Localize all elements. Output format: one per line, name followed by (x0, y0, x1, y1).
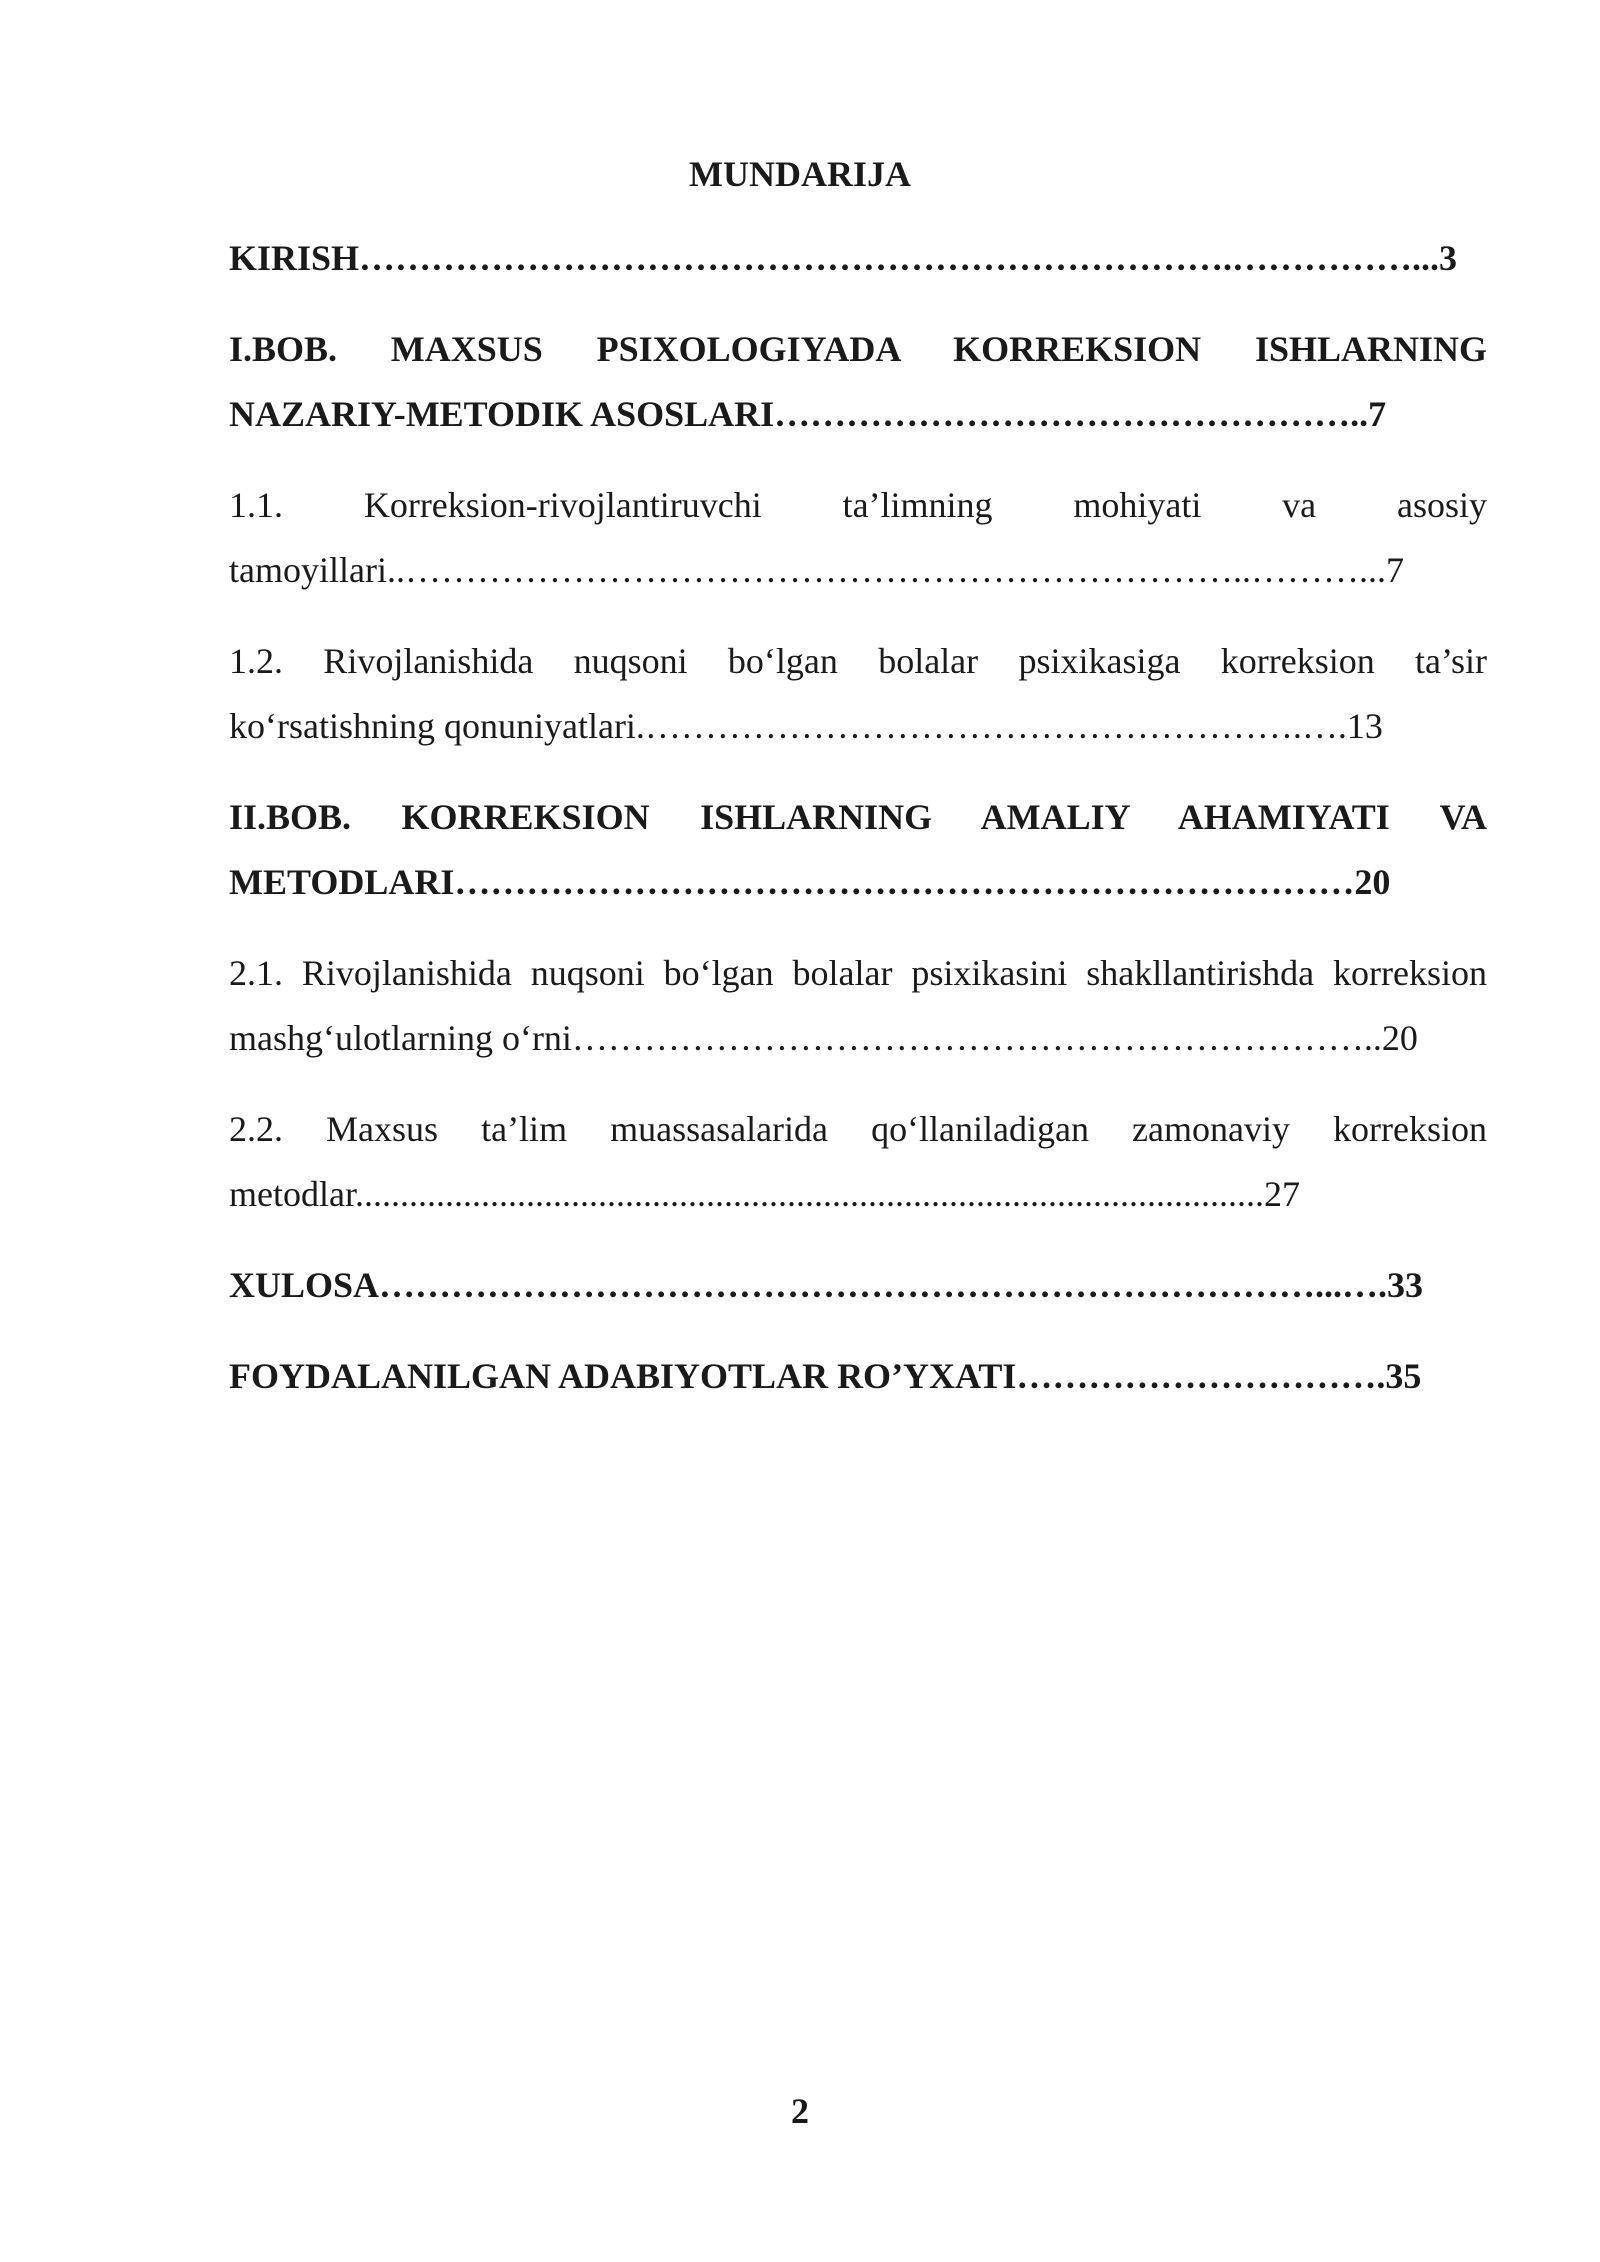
toc-entry-section-2-2 (229, 1097, 1487, 1227)
toc-title: MUNDARIJA (689, 154, 911, 194)
toc-entry-line: NAZARIY-METODIK ASOSLARI…………………………………………..7 (229, 394, 1387, 434)
toc-entry-section-2-1 (229, 941, 1487, 1071)
toc-entry-text: FOYDALANILGAN ADABIYOTLAR RO’YXATI………………………….35 (229, 1356, 1422, 1396)
toc-entry-introduction (229, 226, 1487, 291)
toc-entry-references (229, 1344, 1487, 1409)
toc-entry-line: 2.1. Rivojlanishida nuqsoni bo‘lgan bolalar psixikasini shakllantirishda korreksion (229, 953, 1487, 993)
toc-entry-line: METODLARI…………………………………………………………………20 (229, 862, 1391, 902)
toc-entry-line: ko‘rsatishning qonuniyatlari.……………………………………………….….13 (229, 706, 1383, 746)
page-number: 2 (791, 2091, 809, 2131)
toc-entry-line: metodlar.....................................................................................................27 (229, 1174, 1300, 1214)
toc-entry-line: tamoyillari..……………………………………………………………..………...7 (229, 550, 1404, 590)
toc-entry-chapter-2 (229, 785, 1487, 915)
toc-entry-line: mashg‘ulotlarning o‘rni…………………………………………………………..20 (229, 1018, 1418, 1058)
toc-entry-line: 1.2. Rivojlanishida nuqsoni bo‘lgan bolalar psixikasiga korreksion ta’sir (229, 641, 1487, 681)
toc-entry-text: XULOSA……………………………………………………………………...….33 (229, 1265, 1424, 1305)
toc-entry-line: II.BOB. KORREKSION ISHLARNING AMALIY AHAMIYATI VA (229, 797, 1487, 837)
toc-entry-line: I.BOB. MAXSUS PSIXOLOGIYADA KORREKSION ISHLARNING (229, 329, 1487, 369)
toc-entry-line: 1.1. Korreksion-rivojlantiruvchi ta’limning mohiyati va asosiy (229, 485, 1487, 525)
table-of-contents (229, 226, 1487, 1435)
toc-entry-text: KIRISH……………………………………………………………….……………...3 (229, 238, 1458, 278)
toc-entry-section-1-2 (229, 629, 1487, 759)
toc-entry-section-1-1 (229, 473, 1487, 603)
toc-entry-conclusion (229, 1253, 1487, 1318)
toc-entry-line: 2.2. Maxsus ta’lim muassasalarida qo‘llaniladigan zamonaviy korreksion (229, 1109, 1487, 1149)
toc-entry-chapter-1 (229, 317, 1487, 447)
